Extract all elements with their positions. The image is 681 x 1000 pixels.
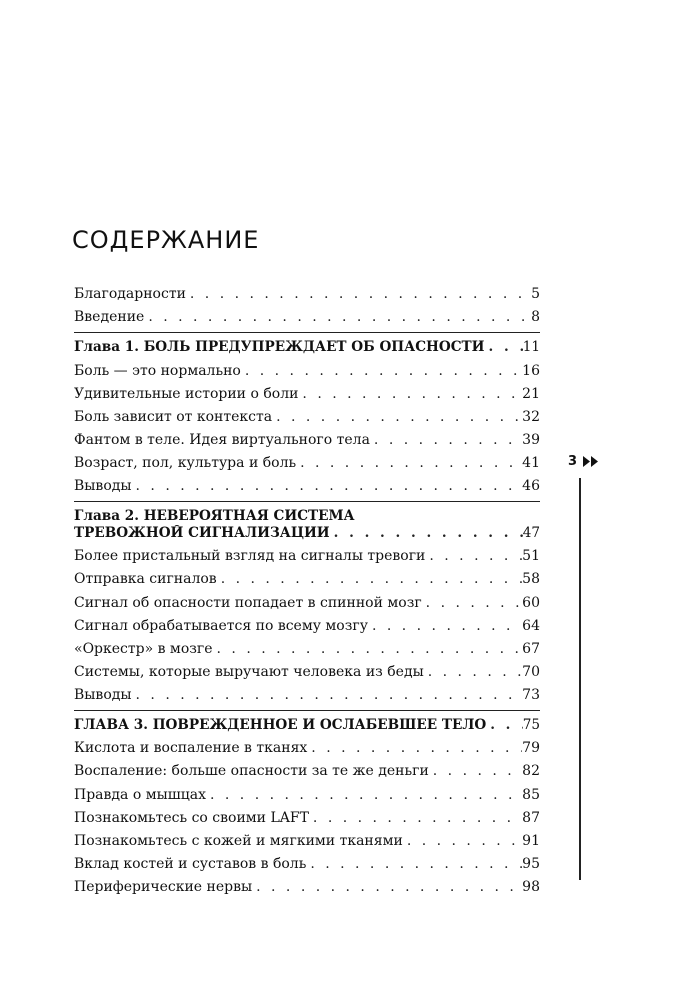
toc-entry-page: 5 — [531, 286, 540, 302]
toc-entry-page: 21 — [522, 385, 540, 402]
dot-leader — [429, 763, 522, 780]
dot-leader — [217, 571, 522, 588]
side-rule — [579, 478, 581, 880]
toc-row — [74, 810, 540, 827]
toc-row — [74, 548, 540, 565]
toc-entry-title: Сигнал об опасности попадает в спинной мозг — [74, 594, 422, 611]
toc-entry-title: Боль зависит от контекста — [74, 408, 273, 425]
toc-entry-title: Введение — [74, 309, 145, 326]
toc-entry-title: Выводы — [74, 686, 132, 703]
toc-entry[interactable] — [74, 363, 540, 380]
toc-entry[interactable] — [74, 595, 540, 612]
toc-entry-page: 46 — [522, 478, 540, 495]
dot-leader — [296, 455, 522, 472]
toc-entry[interactable] — [74, 787, 540, 804]
toc-entry-page: 39 — [522, 431, 540, 448]
toc-entry-title: Фантом в теле. Идея виртуального тела — [74, 431, 370, 448]
toc-entry-title: Системы, которые выручают человека из беды — [74, 663, 424, 680]
dot-leader — [132, 687, 523, 704]
toc-entry-page: 47 — [522, 525, 540, 542]
toc-entry-title: Отправка сигналов — [74, 571, 217, 588]
toc-entry-page: 51 — [522, 548, 540, 565]
toc-entry[interactable] — [74, 386, 540, 403]
toc-entry-page: 82 — [522, 763, 540, 780]
toc-entry-title: Глава 1. БОЛЬ ПРЕДУПРЕЖДАЕТ ОБ ОПАСНОСТИ — [74, 339, 485, 356]
toc-entry-page: 64 — [522, 617, 540, 634]
toc-entry-page: 8 — [531, 309, 540, 326]
toc-row — [74, 339, 540, 356]
chapter-divider — [74, 710, 540, 711]
page-number-marker — [568, 454, 599, 469]
chapter-divider — [74, 501, 540, 502]
toc-row — [74, 641, 540, 658]
dot-leader — [306, 856, 522, 873]
toc-chapter-entry[interactable] — [74, 717, 540, 734]
toc-entry-title: Выводы — [74, 478, 132, 495]
toc-entry-page: 11 — [522, 339, 540, 356]
toc-entry[interactable] — [74, 286, 540, 303]
toc-entry-title: Удивительные истории о боли — [74, 385, 299, 402]
toc-entry-page: 70 — [522, 663, 540, 680]
toc-row — [74, 618, 540, 635]
toc-entry[interactable] — [74, 455, 540, 472]
toc-entry[interactable] — [74, 478, 540, 495]
toc-row — [74, 309, 540, 326]
toc-chapter-entry[interactable] — [74, 508, 540, 542]
dot-leader — [403, 833, 522, 850]
toc-chapter-entry[interactable] — [74, 339, 540, 356]
dot-leader — [425, 548, 522, 565]
toc-entry[interactable] — [74, 740, 540, 757]
dot-leader — [272, 409, 522, 426]
toc-row — [74, 664, 540, 681]
dot-leader — [132, 478, 523, 495]
toc-row — [74, 833, 540, 850]
toc-row — [74, 763, 540, 780]
toc-row — [74, 409, 540, 426]
dot-leader — [213, 641, 523, 658]
dot-leader — [206, 787, 522, 804]
toc-entry-page: 58 — [522, 571, 540, 588]
toc-entry-title: Вклад костей и суставов в боль — [74, 855, 307, 872]
toc-entry-page: 75 — [522, 717, 540, 734]
toc-entry-title: Боль — это нормально — [74, 362, 241, 379]
toc-entry[interactable] — [74, 432, 540, 449]
toc-entry-title: Более пристальный взгляд на сигналы тревоги — [74, 548, 426, 565]
toc-entry-title: Познакомьтесь со своими LAFT — [74, 809, 309, 826]
toc-entry-page: 41 — [522, 454, 540, 471]
chapter-divider — [74, 332, 540, 333]
toc-row — [74, 455, 540, 472]
page-title: СОДЕРЖАНИЕ — [72, 226, 260, 254]
dot-leader — [330, 525, 523, 542]
toc-entry-title: Периферические нервы — [74, 878, 253, 895]
toc-entry[interactable] — [74, 879, 540, 896]
toc-row — [74, 687, 540, 704]
toc-row — [74, 879, 540, 896]
toc-row — [74, 363, 540, 380]
toc-row — [74, 508, 540, 525]
dot-leader — [298, 386, 522, 403]
toc-entry-page: 98 — [522, 878, 540, 895]
toc-entry[interactable] — [74, 763, 540, 780]
toc-entry[interactable] — [74, 571, 540, 588]
dot-leader — [485, 339, 523, 356]
toc-entry[interactable] — [74, 618, 540, 635]
dot-leader — [252, 879, 522, 896]
dot-leader — [186, 286, 524, 303]
toc-entry-page: 67 — [522, 640, 540, 657]
toc-entry-title: ГЛАВА 3. ПОВРЕЖДЕННОЕ И ОСЛАБЕВШЕЕ ТЕЛО — [74, 717, 487, 734]
page-number: 3 — [568, 454, 578, 469]
toc-entry-title: Сигнал обрабатывается по всему мозгу — [74, 617, 368, 634]
dot-leader — [424, 664, 522, 681]
table-of-contents — [74, 280, 540, 902]
toc-entry-title: «Оркестр» в мозге — [74, 640, 213, 657]
toc-entry[interactable] — [74, 641, 540, 658]
toc-entry-title: ТРЕВОЖНОЙ СИГНАЛИЗАЦИИ — [74, 525, 330, 542]
toc-row — [74, 525, 540, 542]
toc-row — [74, 386, 540, 403]
dot-leader — [241, 363, 522, 380]
toc-entry[interactable] — [74, 810, 540, 827]
toc-row — [74, 856, 540, 873]
dot-leader — [370, 432, 522, 449]
toc-row — [74, 286, 540, 303]
toc-entry-title: Возраст, пол, культура и боль — [74, 454, 297, 471]
toc-entry-page: 95 — [522, 855, 540, 872]
toc-entry-title: Глава 2. НЕВЕРОЯТНАЯ СИСТЕМА — [74, 508, 355, 525]
toc-entry-title: Воспаление: больше опасности за те же деньги — [74, 763, 429, 780]
toc-row — [74, 740, 540, 757]
toc-entry-page: 87 — [522, 809, 540, 826]
toc-entry[interactable] — [74, 687, 540, 704]
toc-entry[interactable] — [74, 833, 540, 850]
toc-entry-page: 91 — [522, 832, 540, 849]
toc-entry[interactable] — [74, 856, 540, 873]
toc-entry-page: 85 — [522, 786, 540, 803]
toc-entry-page: 79 — [522, 740, 540, 757]
dot-leader — [368, 618, 522, 635]
dot-leader — [309, 810, 522, 827]
toc-entry-page: 60 — [522, 594, 540, 611]
toc-entry[interactable] — [74, 409, 540, 426]
dot-leader — [144, 309, 524, 326]
toc-row — [74, 478, 540, 495]
toc-row — [74, 717, 540, 734]
toc-entry[interactable] — [74, 548, 540, 565]
dot-leader — [422, 595, 523, 612]
toc-entry-page: 16 — [522, 362, 540, 379]
dot-leader — [307, 740, 522, 757]
toc-row — [74, 595, 540, 612]
toc-row — [74, 787, 540, 804]
toc-entry-page: 73 — [522, 686, 540, 703]
toc-entry-title: Благодарности — [74, 286, 186, 302]
toc-entry[interactable] — [74, 309, 540, 326]
toc-entry-title: Познакомьтесь с кожей и мягкими тканями — [74, 832, 403, 849]
toc-entry[interactable] — [74, 664, 540, 681]
toc-entry-title: Правда о мышцах — [74, 786, 206, 803]
toc-entry-page: 32 — [522, 408, 540, 425]
toc-row — [74, 571, 540, 588]
double-chevron-right-icon — [583, 456, 599, 467]
toc-row — [74, 432, 540, 449]
toc-entry-title: Кислота и воспаление в тканях — [74, 740, 308, 757]
dot-leader — [486, 717, 523, 734]
